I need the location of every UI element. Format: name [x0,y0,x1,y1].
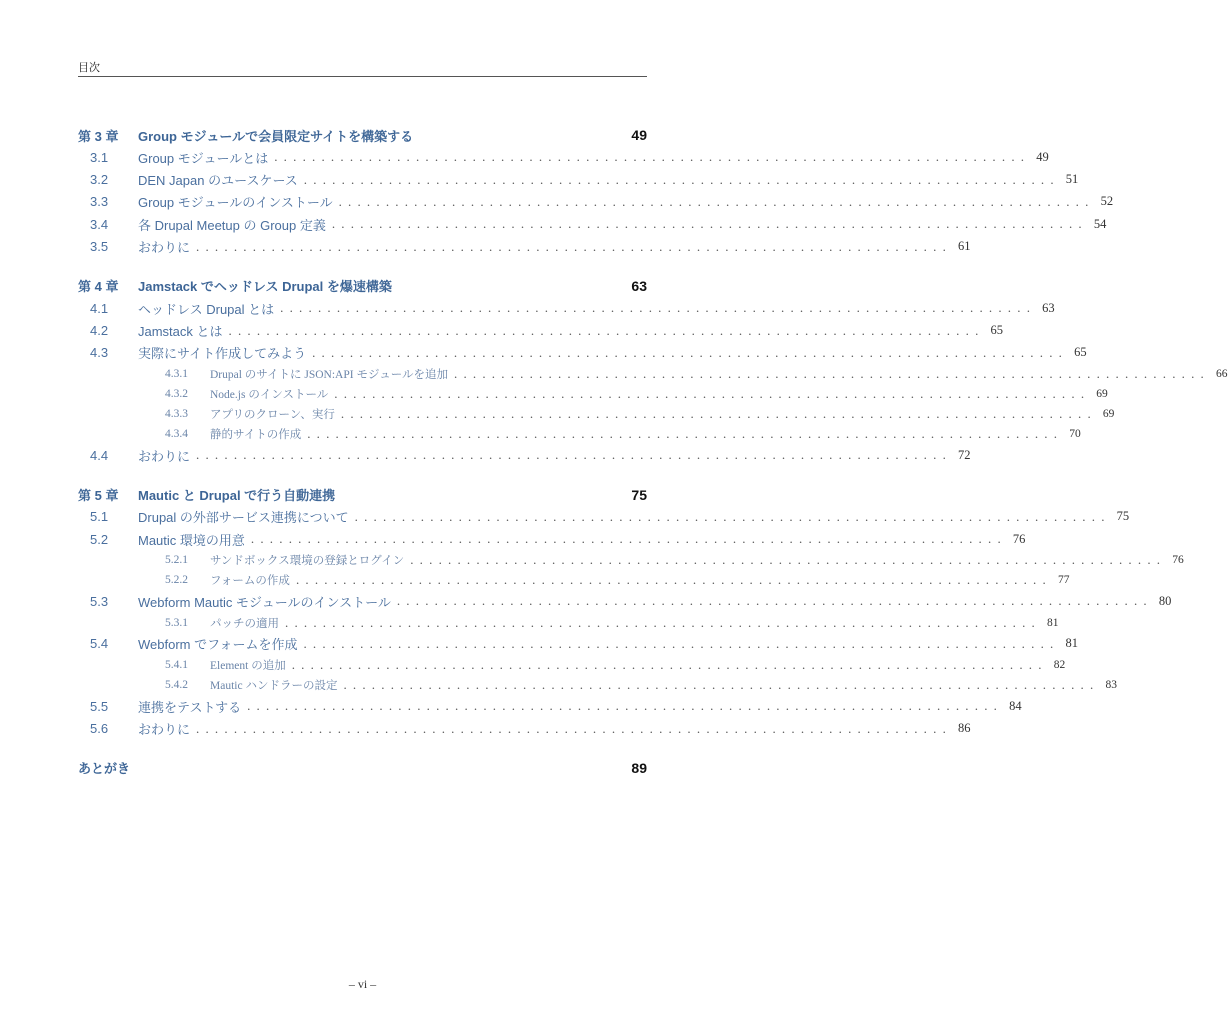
dot-leader: ................................................................................ [291,657,1048,673]
toc-entry-title: ヘッドレス Drupal とは [138,301,275,317]
toc-entry-title: 静的サイトの作成 [210,429,302,442]
dot-leader: ................................................................................ [196,720,953,736]
dot-leader: ................................................................................ [454,366,1210,382]
toc-section-entry[interactable] [78,342,1087,364]
toc-entry-number: 5.4.1 [165,659,188,672]
toc-entry-number: 5.1 [90,509,109,525]
toc-entry-page: 81 [1065,636,1078,651]
toc-entry-page: 65 [1074,345,1087,360]
toc-entry-title: パッチの適用 [210,617,279,630]
dot-leader: ................................................................................ [338,193,1095,209]
toc-entry-page: 70 [1069,428,1081,441]
dot-leader: ................................................................................ [274,149,1031,165]
toc-section-entry[interactable] [78,717,971,739]
toc-entry-number: 5.2.2 [165,574,188,587]
dot-leader: ................................................................................ [303,635,1060,651]
toc-entry-page: 75 [1116,509,1130,524]
toc-entry-page: 72 [958,447,971,462]
toc-entry-page: 54 [1093,216,1107,231]
toc-entry-page: 86 [958,721,971,736]
toc-entry-number: 4.1 [90,300,109,316]
toc-sub-entry[interactable] [78,655,1066,675]
toc-section-entry[interactable] [78,528,1026,550]
toc-entry-number: 5.2.1 [165,554,188,567]
toc-entry-page: 69 [1096,388,1108,401]
toc-entry-number: 5.5 [90,698,109,714]
toc-entry-page: 81 [1047,616,1059,629]
toc-sub-entry[interactable] [78,675,1117,695]
toc-entry-number: 4.3.1 [165,368,188,381]
toc-entry-title: Mautic ハンドラーの設定 [210,680,338,693]
toc-entry-page: 49 [1036,149,1049,164]
toc-entry-number: 4.3.3 [165,408,188,421]
toc-section-entry[interactable] [78,168,1079,190]
toc-section-entry[interactable] [78,695,1022,717]
toc-entry-title: フォームの作成 [210,575,290,588]
toc-entry-page: 61 [958,239,971,254]
toc-entry-number: 4.3.2 [165,388,188,401]
dot-leader: ................................................................................ [280,300,1037,316]
toc-entry-title: 各 Drupal Meetup の Group 定義 [138,217,326,233]
toc-entry-title: あとがき [78,761,131,777]
toc-entry-title: Jamstack でヘッドレス Drupal を爆速構築 [138,279,392,295]
toc-entry-title: Jamstack とは [138,324,223,340]
dot-leader: ................................................................................ [343,677,1100,693]
toc-entry-page: 51 [1065,172,1079,187]
toc-section-entry[interactable] [78,506,1130,528]
toc-chapter-entry[interactable] [78,124,647,146]
dot-leader: ................................................................................ [250,531,1007,547]
toc-entry-title: Group モジュールとは [138,150,269,166]
toc-sub-entry[interactable] [78,424,1081,444]
toc-entry-number: 3.4 [90,216,109,232]
toc-entry-page: 75 [631,486,647,503]
toc-entry-title: DEN Japan のユースケース [138,173,298,189]
dot-leader: ................................................................................ [307,426,1064,442]
toc-entry-page: 63 [1042,300,1055,315]
dot-leader: ................................................................................ [228,322,985,338]
dot-leader: ................................................................................ [354,508,1111,524]
toc-entry-title: Drupal の外部サービス連携について [138,510,349,526]
toc-entry-page: 84 [1009,698,1022,713]
toc-entry-title: おわりに [138,722,191,738]
toc-entry-page: 89 [631,759,647,776]
toc-entry-title: アプリのクローン、実行 [210,409,335,422]
dot-leader: ................................................................................ [295,572,1052,588]
running-header: 目次 [78,62,100,74]
toc-entry-number: 第 5 章 [78,488,119,504]
toc-entry-number: 5.4 [90,636,109,652]
toc-entry-title: Webform Mautic モジュールのインストール [138,594,391,610]
toc-entry-title: Mautic 環境の用意 [138,532,245,548]
dot-leader: ................................................................................ [196,238,953,254]
toc-entry-page: 65 [990,323,1004,338]
dot-leader: ................................................................................ [196,447,953,463]
toc-section-entry[interactable] [78,236,971,258]
toc-entry-number: 4.3.4 [165,428,188,441]
toc-chapter-entry[interactable] [78,757,647,779]
dot-leader: ................................................................................ [312,344,1069,360]
toc-entry-number: 5.6 [90,721,109,737]
toc-entry-title: 連携をテストする [138,699,242,715]
toc-entry-title: Mautic と Drupal で行う自動連携 [138,488,336,504]
toc-entry-number: 5.3 [90,593,109,609]
toc-section-entry[interactable] [78,633,1078,655]
toc-entry-title: Drupal のサイトに JSON:API モジュールを追加 [210,369,448,382]
dot-leader: ................................................................................ [303,171,1060,187]
dot-leader: ................................................................................ [331,216,1088,232]
toc-entry-number: 5.3.1 [165,616,188,629]
toc-entry-number: 5.4.2 [165,679,188,692]
toc-sub-entry[interactable] [78,570,1070,590]
dot-leader: ................................................................................ [410,552,1167,568]
toc-entry-title: Element の追加 [210,660,286,673]
toc-entry-number: 3.5 [90,239,109,255]
toc-entry-title: Group モジュールで会員限定サイトを構築する [138,128,414,144]
dot-leader: ................................................................................ [334,386,1091,402]
toc-section-entry[interactable] [78,213,1107,235]
toc-sub-entry[interactable] [78,364,1228,384]
toc-entry-number: 4.3 [90,345,109,361]
toc-entry-title: おわりに [138,448,191,464]
toc-entry-title: Node.js のインストール [210,389,329,402]
dot-leader: ................................................................................ [396,593,1153,609]
toc-sub-entry[interactable] [78,404,1115,424]
toc-section-entry[interactable] [78,297,1055,319]
toc-entry-title: サンドボックス環境の登録とログイン [210,555,405,568]
toc-entry-page: 77 [1057,574,1070,587]
toc-entry-number: 3.1 [90,149,109,165]
toc-entry-number: 4.2 [90,323,109,339]
page-number: – vi – [348,977,377,991]
toc-entry-page: 69 [1102,408,1115,421]
toc-sub-entry[interactable] [78,384,1108,404]
toc-entry-page: 76 [1012,531,1026,546]
dot-leader: ................................................................................ [340,406,1097,422]
toc-section-entry[interactable] [78,444,971,466]
toc-entry-number: 第 3 章 [78,128,119,144]
toc-section-entry[interactable] [78,319,1004,341]
toc-entry-number: 第 4 章 [78,279,119,295]
toc-sub-entry[interactable] [78,613,1059,633]
dot-leader: ................................................................................ [285,614,1041,630]
toc-chapter-entry[interactable] [78,484,647,506]
toc-entry-number: 5.2 [90,531,109,547]
toc-entry-page: 49 [631,127,647,143]
toc-entry-page: 82 [1053,659,1066,672]
toc-entry-title: おわりに [138,240,191,256]
toc-sub-entry[interactable] [78,550,1184,570]
toc-section-entry[interactable] [78,191,1114,213]
header-rule [78,76,647,77]
toc-entry-page: 83 [1105,679,1117,692]
toc-entry-number: 3.3 [90,194,109,210]
toc-section-entry[interactable] [78,590,1172,612]
toc-entry-page: 66 [1216,368,1228,381]
toc-entry-page: 63 [631,277,647,294]
toc-chapter-entry[interactable] [78,275,647,297]
toc-entry-page: 76 [1172,554,1184,567]
toc-entry-number: 3.2 [90,172,109,188]
toc-entry-title: 実際にサイト作成してみよう [138,346,307,362]
toc-entry-title: Webform でフォームを作成 [138,637,298,653]
toc-entry-page: 80 [1158,593,1172,608]
table-of-contents [78,124,1228,779]
toc-entry-page: 52 [1100,194,1114,209]
toc-entry-title: Group モジュールのインストール [138,195,333,211]
toc-entry-number: 4.4 [90,447,109,463]
dot-leader: ................................................................................ [247,698,1004,714]
toc-section-entry[interactable] [78,146,1049,168]
